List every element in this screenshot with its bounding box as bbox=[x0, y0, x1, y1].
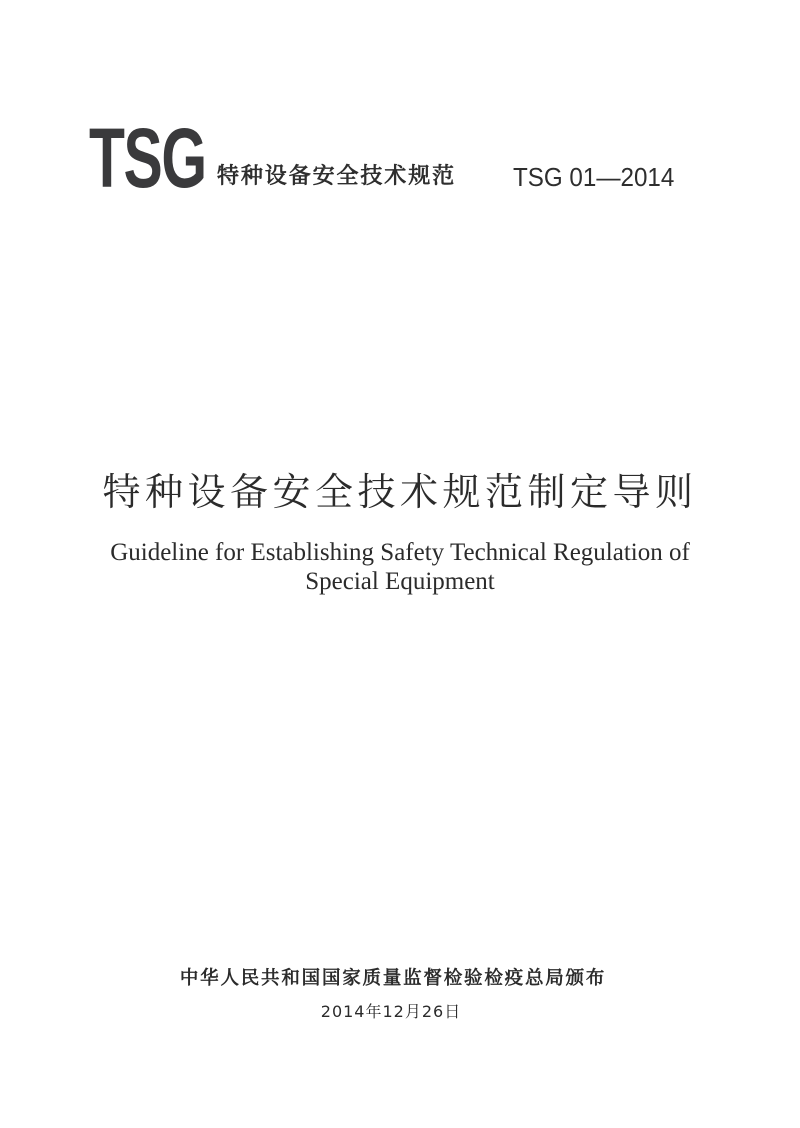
english-title-line-1: Guideline for Establishing Safety Technical Regulation of bbox=[110, 539, 690, 566]
issue-date: 2014年12月26日 bbox=[320, 1002, 462, 1021]
standard-code: TSG 01—2014 bbox=[513, 162, 675, 192]
tsg-logo: TSG bbox=[89, 111, 206, 205]
document-title-chinese: 特种设备安全技术规范制定导则 bbox=[102, 470, 698, 514]
issuing-authority: 中华人民共和国国家质量监督检验检疫总局颁布 bbox=[179, 968, 607, 989]
series-name: 特种设备安全技术规范 bbox=[217, 164, 457, 189]
english-title-line-2: Special Equipment bbox=[305, 568, 495, 595]
document-title-english bbox=[0, 538, 800, 596]
cover-header bbox=[89, 111, 709, 205]
